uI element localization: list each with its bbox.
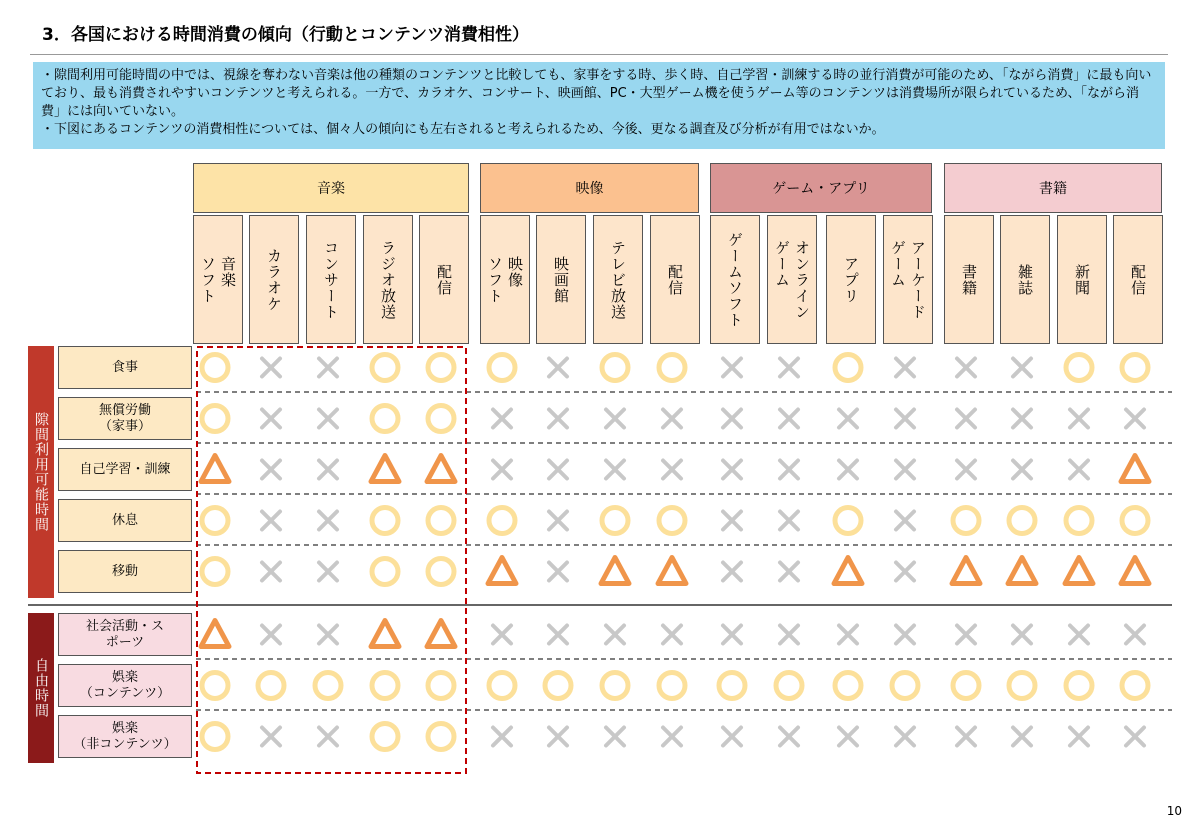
triangle-mark (201, 621, 229, 647)
circle-mark (428, 508, 454, 534)
circle-mark (428, 724, 454, 750)
cross-mark (549, 728, 567, 746)
circle-mark (835, 355, 861, 381)
cross-mark (606, 410, 624, 428)
cross-mark (839, 626, 857, 644)
circle-mark (602, 355, 628, 381)
cross-mark (1013, 410, 1031, 428)
cross-mark (957, 410, 975, 428)
column-header-label: ラジオ放送 (379, 239, 397, 320)
page-number: 10 (1166, 804, 1182, 818)
cross-mark (319, 410, 337, 428)
column-header-label: 音楽 ソフト (199, 255, 237, 304)
cross-mark (663, 626, 681, 644)
circle-mark (202, 355, 228, 381)
circle-mark (372, 355, 398, 381)
cross-mark (262, 410, 280, 428)
circle-mark (428, 406, 454, 432)
cross-mark (1070, 410, 1088, 428)
cross-mark (723, 728, 741, 746)
cross-mark (262, 359, 280, 377)
row-label: 自己学習・訓練 (58, 448, 192, 491)
cross-mark (262, 461, 280, 479)
cross-mark (262, 626, 280, 644)
triangle-mark (371, 621, 399, 647)
circle-mark (1066, 355, 1092, 381)
circle-mark (602, 673, 628, 699)
circle-mark (202, 724, 228, 750)
cross-mark (549, 626, 567, 644)
row-label: 移動 (58, 550, 192, 593)
circle-mark (1066, 508, 1092, 534)
cross-mark (839, 461, 857, 479)
column-header-label: 配信 (435, 263, 453, 296)
circle-mark (1122, 673, 1148, 699)
triangle-mark (601, 558, 629, 584)
cross-mark (723, 461, 741, 479)
cross-mark (1070, 461, 1088, 479)
cross-mark (549, 563, 567, 581)
cross-mark (262, 512, 280, 530)
cross-mark (549, 461, 567, 479)
row-label: 休息 (58, 499, 192, 542)
cross-mark (723, 563, 741, 581)
triangle-mark (1008, 558, 1036, 584)
row-label: 社会活動・ス ポーツ (58, 613, 192, 656)
circle-mark (1122, 508, 1148, 534)
cross-mark (780, 563, 798, 581)
cross-mark (319, 512, 337, 530)
cross-mark (1126, 410, 1144, 428)
cross-mark (262, 563, 280, 581)
circle-mark (1066, 673, 1092, 699)
triangle-mark (427, 621, 455, 647)
circle-mark (202, 406, 228, 432)
triangle-mark (1065, 558, 1093, 584)
column-header-label: 新聞 (1073, 263, 1091, 296)
cross-mark (896, 461, 914, 479)
circle-mark (489, 673, 515, 699)
cross-mark (957, 359, 975, 377)
column-header-label: アプリ (842, 255, 860, 304)
cross-mark (663, 461, 681, 479)
column-header-label: 書籍 (960, 263, 978, 296)
column-header-label: 映画館 (552, 255, 570, 304)
circle-mark (545, 673, 571, 699)
cross-mark (896, 728, 914, 746)
circle-mark (776, 673, 802, 699)
cross-mark (780, 728, 798, 746)
category-header: 書籍 (944, 163, 1162, 213)
cross-mark (896, 563, 914, 581)
cross-mark (663, 728, 681, 746)
cross-mark (957, 728, 975, 746)
column-header-label: オンライン ゲーム (773, 239, 811, 320)
cross-mark (319, 626, 337, 644)
circle-mark (1122, 355, 1148, 381)
circle-mark (659, 508, 685, 534)
row-label: 娯楽 （非コンテンツ） (58, 715, 192, 758)
cross-mark (493, 461, 511, 479)
cross-mark (319, 728, 337, 746)
cross-mark (319, 563, 337, 581)
cross-mark (780, 410, 798, 428)
triangle-mark (658, 558, 686, 584)
column-header-label: ゲームソフト (726, 231, 744, 328)
category-header: 映像 (480, 163, 699, 213)
triangle-mark (488, 558, 516, 584)
cross-mark (319, 359, 337, 377)
circle-mark (372, 508, 398, 534)
circle-mark (258, 673, 284, 699)
circle-mark (953, 673, 979, 699)
cross-mark (780, 512, 798, 530)
time-group-text: 隙間利用可能時間 (33, 412, 49, 532)
cross-mark (1013, 626, 1031, 644)
cross-mark (780, 359, 798, 377)
circle-mark (892, 673, 918, 699)
column-header-label: 配信 (1129, 263, 1147, 296)
cross-mark (839, 728, 857, 746)
circle-mark (835, 508, 861, 534)
cross-mark (493, 728, 511, 746)
cross-mark (262, 728, 280, 746)
cross-mark (896, 410, 914, 428)
circle-mark (372, 406, 398, 432)
cross-mark (663, 410, 681, 428)
cross-mark (780, 461, 798, 479)
triangle-mark (1121, 558, 1149, 584)
circle-mark (659, 355, 685, 381)
cross-mark (606, 461, 624, 479)
circle-mark (315, 673, 341, 699)
cross-mark (1013, 461, 1031, 479)
cross-mark (839, 410, 857, 428)
cross-mark (1070, 626, 1088, 644)
circle-mark (202, 673, 228, 699)
cross-mark (493, 626, 511, 644)
cross-mark (606, 626, 624, 644)
circle-mark (489, 355, 515, 381)
cross-mark (957, 626, 975, 644)
circle-mark (428, 355, 454, 381)
column-header-label: アーケード ゲーム (889, 239, 927, 320)
cross-mark (896, 512, 914, 530)
circle-mark (1009, 508, 1035, 534)
circle-mark (372, 673, 398, 699)
cross-mark (606, 728, 624, 746)
triangle-mark (952, 558, 980, 584)
circle-mark (428, 559, 454, 585)
circle-mark (953, 508, 979, 534)
column-header-label: 配信 (666, 263, 684, 296)
page-title: 3．各国における時間消費の傾向（行動とコンテンツ消費相性） (42, 25, 529, 45)
cross-mark (896, 359, 914, 377)
cross-mark (780, 626, 798, 644)
column-header-label: コンサート (322, 239, 340, 320)
cross-mark (1013, 359, 1031, 377)
cross-mark (723, 626, 741, 644)
column-header-label: テレビ放送 (609, 239, 627, 320)
summary-note-1: ・隙間利用可能時間の中では、視線を奪わない音楽は他の種類のコンテンツと比較しても、家事をする時、歩く時、自己学習・訓練する時の並行消費が可能のため、「ながら消費」に最も向いており、最も消費されやすいコンテンツと考えられる。一方で、カラオケ、コンサート、映画館、PC・大型ゲーム機を使うゲーム等のコンテンツは消費場所が限られているため、「ながら消費」には向いていない。 (41, 68, 1152, 119)
cross-mark (319, 461, 337, 479)
cross-mark (1070, 728, 1088, 746)
column-header-label: 映像 ソフト (486, 255, 524, 304)
category-header: 音楽 (193, 163, 469, 213)
circle-mark (719, 673, 745, 699)
cross-mark (957, 461, 975, 479)
music-highlight-box (197, 347, 466, 773)
cross-mark (896, 626, 914, 644)
summary-note-2: ・下図にあるコンテンツの消費相性については、個々人の傾向にも左右されると考えられるため、今後、更なる調査及び分析が有用ではないか。 (41, 122, 885, 137)
cross-mark (493, 410, 511, 428)
circle-mark (372, 559, 398, 585)
cross-mark (723, 359, 741, 377)
circle-mark (372, 724, 398, 750)
circle-mark (659, 673, 685, 699)
circle-mark (835, 673, 861, 699)
column-header-label: カラオケ (265, 247, 283, 312)
circle-mark (602, 508, 628, 534)
circle-mark (428, 673, 454, 699)
row-label: 食事 (58, 346, 192, 389)
cross-mark (1013, 728, 1031, 746)
triangle-mark (201, 456, 229, 482)
triangle-mark (1121, 456, 1149, 482)
circle-mark (202, 559, 228, 585)
row-label: 娯楽 （コンテンツ） (58, 664, 192, 707)
cross-mark (723, 410, 741, 428)
circle-mark (1009, 673, 1035, 699)
row-label: 無償労働 （家事） (58, 397, 192, 440)
triangle-mark (371, 456, 399, 482)
time-group-text: 自由時間 (33, 658, 49, 718)
cross-mark (1126, 626, 1144, 644)
circle-mark (489, 508, 515, 534)
triangle-mark (834, 558, 862, 584)
cross-mark (549, 359, 567, 377)
cross-mark (723, 512, 741, 530)
circle-mark (202, 508, 228, 534)
cross-mark (1126, 728, 1144, 746)
cross-mark (549, 410, 567, 428)
column-header-label: 雑誌 (1016, 263, 1034, 296)
triangle-mark (427, 456, 455, 482)
category-header: ゲーム・アプリ (710, 163, 932, 213)
cross-mark (549, 512, 567, 530)
